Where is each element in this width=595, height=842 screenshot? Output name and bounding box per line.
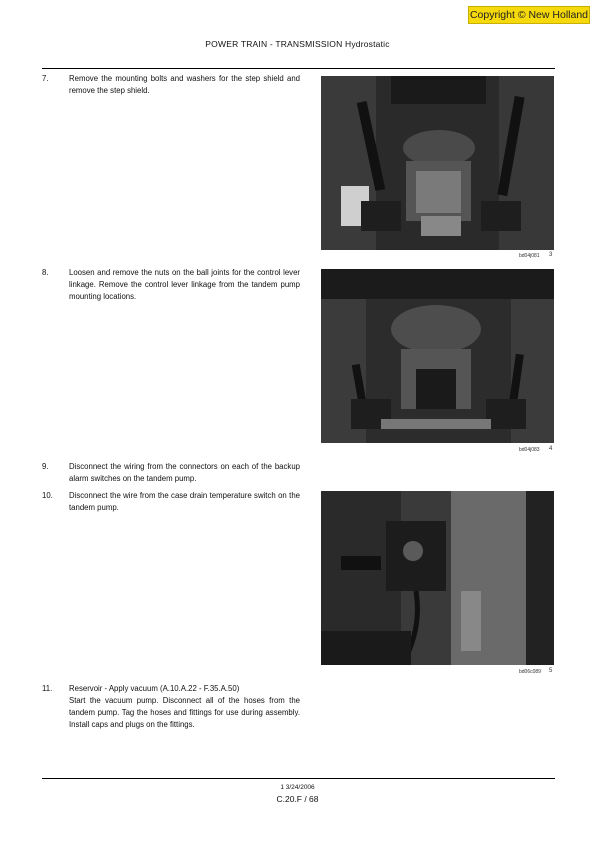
step-8 xyxy=(42,267,300,303)
figure-caption: bd04j081 xyxy=(519,253,540,259)
step-text: Disconnect the wire from the case drain temperature switch on the tandem pump. xyxy=(69,491,300,512)
figure-number: 5 xyxy=(549,668,553,674)
figure-number: 3 xyxy=(549,252,553,258)
photo-step-shield xyxy=(321,76,554,250)
step-11 xyxy=(42,683,300,731)
footer-page-number: C.20.F / 68 xyxy=(276,794,319,804)
copyright-badge: Copyright © New Holland xyxy=(468,6,590,24)
step-title: Reservoir - Apply vacuum (A.10.A.22 - F.35.A.50) xyxy=(69,684,240,693)
step-7 xyxy=(42,73,300,97)
photo-control-lever-linkage xyxy=(321,269,554,443)
step-number: 11. xyxy=(42,684,53,693)
photo-case-drain-switch xyxy=(321,491,554,665)
page-header-title: POWER TRAIN - TRANSMISSION Hydrostatic xyxy=(205,39,390,49)
figure-caption: bd06c089 xyxy=(519,669,541,675)
step-number: 8. xyxy=(42,268,49,277)
footer-date: 1 3/24/2006 xyxy=(280,784,315,791)
figure-number: 4 xyxy=(549,446,553,452)
step-text: Remove the mounting bolts and washers for the step shield and remove the step shield. xyxy=(69,74,300,95)
step-number: 7. xyxy=(42,74,49,83)
footer-rule xyxy=(42,778,555,779)
step-text: Disconnect the wiring from the connectors on each of the backup alarm switches on the tandem pump. xyxy=(69,462,300,483)
step-text: Loosen and remove the nuts on the ball joints for the control lever linkage. Remove the control lever linkage from the tandem pump mounting locations. xyxy=(69,268,300,301)
step-10 xyxy=(42,490,300,514)
step-9 xyxy=(42,461,300,485)
step-text: Start the vacuum pump. Disconnect all of the hoses from the tandem pump. Tag the hoses and fittings for use during assembly. Install caps and plugs on the fittings. xyxy=(69,696,300,729)
step-number: 9. xyxy=(42,462,49,471)
header-rule xyxy=(42,68,555,69)
figure-caption: bd04j083 xyxy=(519,447,540,453)
step-number: 10. xyxy=(42,491,53,500)
